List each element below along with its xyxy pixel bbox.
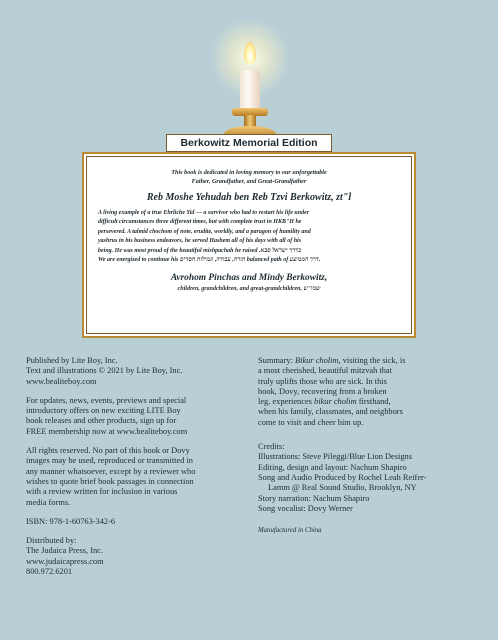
updates-line: For updates, news, events, previews and special <box>26 395 187 405</box>
signers: Avrohom Pinchas and Mindy Berkowitz, <box>170 273 328 284</box>
distributor-phone: 800.972.6201 <box>26 567 73 577</box>
rights-line: media forms. <box>26 497 71 507</box>
summary-line: book, Dovy, recovering from a broken <box>258 386 387 396</box>
manufactured-note: Manufactured in China <box>258 527 322 535</box>
left-column <box>26 356 236 586</box>
credits-line: Illustrations: Steve Pileggi/Blue Lion Designs <box>258 452 412 462</box>
credits-line: Song vocalist: Dovy Werner <box>258 503 353 513</box>
summary-text: , visiting the sick, is <box>338 356 406 365</box>
edition-title: Berkowitz Memorial Edition <box>166 134 332 152</box>
updates-line: book releases and other products, sign up for <box>26 416 177 426</box>
updates-line: FREE membership now at www.bealiteboy.com <box>26 426 188 436</box>
bio-line: difficult circumstances three different times, but with complete trust in HKB"H he <box>98 219 302 226</box>
dedication-frame <box>82 152 416 338</box>
summary-line <box>258 356 473 366</box>
signers-subtitle: children, grandchildren, and great-grandchildren, שמו"ש <box>177 286 321 293</box>
credits-line: Song and Audio Produced by Rochel Leah Reifer- <box>258 472 427 482</box>
distributor-website[interactable]: www.judaicapress.com <box>26 556 104 566</box>
isbn: ISBN: 978-1-60763-342-6 <box>26 516 116 526</box>
dedication-bio <box>98 209 400 265</box>
bio-line: A living example of a true Ehrliche Yid — a survivor who had to restart his life under <box>98 210 310 216</box>
summary <box>258 356 473 428</box>
rights-notice <box>26 446 236 508</box>
rights-line: any manner whatsoever, except by a reviewer who <box>26 466 196 476</box>
distributor-info <box>26 536 236 577</box>
updates-info <box>26 396 236 437</box>
candle-flame <box>244 42 256 64</box>
summary-label: Summary: <box>258 356 295 365</box>
credits-title: Credits: <box>258 442 285 452</box>
candle-illustration <box>200 18 300 138</box>
summary-text: leg, experiences <box>258 397 315 407</box>
summary-text: firsthand, <box>356 397 391 407</box>
summary-line <box>258 397 473 407</box>
credits <box>258 442 473 536</box>
honoree-name: Reb Moshe Yehudah ben Reb Tzvi Berkowitz, zt"l <box>146 192 352 203</box>
rights-line: All rights reserved. No part of this book or Dovy <box>26 446 190 456</box>
bio-line: We are energized to continue his תורה, עבודה, וגמילות חסדים balanced path of דרך הממוצע. <box>98 257 321 264</box>
credits-line: Editing, design and layout: Nachum Shapiro <box>258 462 407 472</box>
credits-line: Story narration: Nachum Shapiro <box>258 493 370 503</box>
bio-line: being. He was most proud of the beautiful mishpachah he raised .בדרך ישראל סבא <box>98 247 302 254</box>
dedication-line-2: Father, Grandfather, and Great-Grandfather <box>191 178 307 185</box>
summary-line: come to visit and cheer him up. <box>258 417 364 427</box>
summary-line: truly uplifts those who are sick. In this <box>258 376 387 386</box>
credits-line: Lamm @ Real Sound Studio, Brooklyn, NY <box>268 483 417 493</box>
summary-term: Bikur cholim <box>295 356 339 365</box>
summary-line: a most cherished, beautiful mitzvah that <box>258 366 392 376</box>
bio-line: persevered. A talmid chochom of note, erudite, worldly, and a paragon of humility and <box>98 228 311 235</box>
summary-line: when his family, classmates, and neighbors <box>258 407 403 417</box>
publisher-info <box>26 356 236 387</box>
right-column <box>258 356 473 545</box>
rights-line: images may be used, reproduced or transmitted in <box>26 456 193 466</box>
summary-term: bikur cholim <box>314 397 357 407</box>
rights-line: with a review written for inclusion in various <box>26 487 178 497</box>
dedication-line-1: This book is dedicated in loving memory to our unforgettable <box>171 169 327 176</box>
distributor-line: The Judaica Press, Inc. <box>26 546 103 556</box>
publisher-line: Text and illustrations © 2021 by Lite Boy, Inc. <box>26 366 183 376</box>
publisher-website[interactable]: www.bealiteboy.com <box>26 376 97 386</box>
candle-wax <box>240 70 260 110</box>
updates-line: introductory offers on new exciting LITE Boy <box>26 406 181 416</box>
rights-line: wishes to quote brief book passages in connection <box>26 476 194 486</box>
distributor-line: Distributed by: <box>26 536 77 546</box>
publisher-line: Published by Lite Boy, Inc. <box>26 356 118 365</box>
bio-line: yashrus in his business endeavors, he served Hashem all of his days with all of his <box>98 238 302 245</box>
